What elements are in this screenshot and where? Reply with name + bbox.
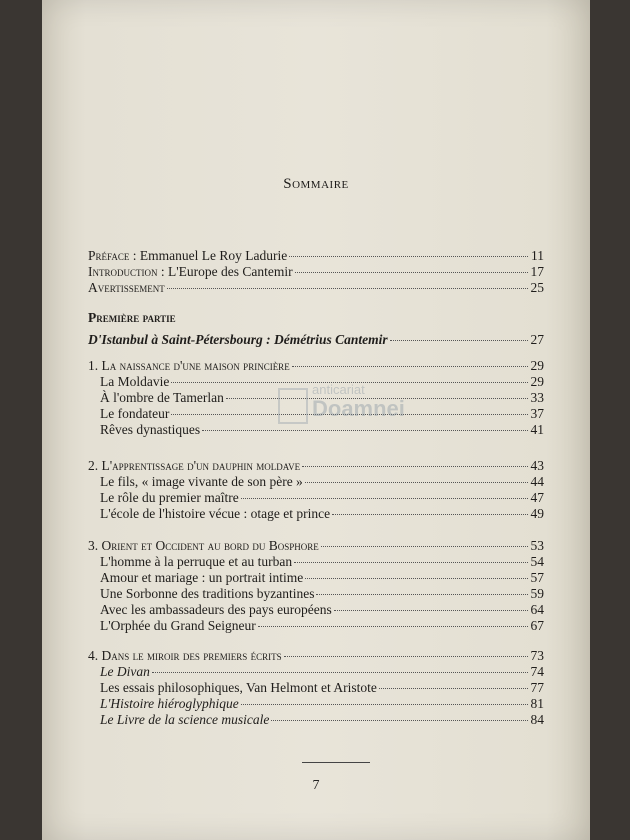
toc-subentry: Rêves dynastiques 41 xyxy=(100,422,544,437)
book-page xyxy=(42,0,590,840)
toc-subentry: Le fils, « image vivante de son père » 44 xyxy=(100,474,544,489)
chapter-title-entry xyxy=(88,358,544,374)
part-heading xyxy=(88,310,544,348)
entry-page: 17 xyxy=(530,264,544,279)
chapter-title-entry xyxy=(88,458,544,474)
entry-page: 43 xyxy=(530,458,544,473)
dot-leader xyxy=(284,656,528,657)
entry-page: 53 xyxy=(530,538,544,553)
entry-label: : L'Europe des Cantemir xyxy=(157,264,293,279)
chapter-title-entry xyxy=(88,648,544,664)
toc-subentry: Le Livre de la science musicale 84 xyxy=(100,712,544,727)
entry-label-sc: Avertissement xyxy=(88,280,165,295)
chapter-title: 3. Orient et Occident au bord du Bosphore xyxy=(88,538,319,553)
entry-page: 27 xyxy=(530,332,544,347)
book-icon xyxy=(278,388,308,424)
toc-subentry: L'école de l'histoire vécue : otage et prince 49 xyxy=(100,506,544,521)
watermark-line2: Doamnei xyxy=(312,396,405,421)
chapter-title: 1. La naissance d'une maison princière xyxy=(88,358,290,373)
front-matter xyxy=(88,248,544,296)
dot-leader xyxy=(295,272,528,273)
part-title: D'Istanbul à Saint-Pétersbourg : Démétrius Cantemir xyxy=(88,332,388,347)
toc-subentry: La Moldavie 29 xyxy=(100,374,544,389)
toc-subentry: Avec les ambassadeurs des pays européens 64 xyxy=(100,602,544,617)
toc-entry xyxy=(88,280,544,296)
entry-label: : Emmanuel Le Roy Ladurie xyxy=(129,248,288,263)
entry-page: 29 xyxy=(530,358,544,373)
toc-subentry: À l'ombre de Tamerlan 33 xyxy=(100,390,544,405)
dot-leader xyxy=(289,256,528,257)
chapter-title-entry xyxy=(88,538,544,554)
toc-subentry: Le fondateur 37 xyxy=(100,406,544,421)
watermark xyxy=(278,378,438,448)
chapter-2 xyxy=(88,458,544,522)
chapter-title: 2. L'apprentissage d'un dauphin moldave xyxy=(88,458,301,473)
dot-leader xyxy=(302,466,528,467)
toc-entry xyxy=(88,264,544,280)
watermark-line1: anticariat xyxy=(312,382,365,397)
entry-page: 11 xyxy=(531,248,544,263)
toc-subentry: Une Sorbonne des traditions byzantines 59 xyxy=(100,586,544,601)
toc-entry xyxy=(88,248,544,264)
dot-leader xyxy=(167,288,528,289)
toc-subentry: Amour et mariage : un portrait intime 57 xyxy=(100,570,544,585)
entry-page: 25 xyxy=(530,280,544,295)
toc-subentry: Le rôle du premier maître 47 xyxy=(100,490,544,505)
entry-label-sc: Introduction xyxy=(88,264,158,279)
chapter-3 xyxy=(88,538,544,634)
chapter-4 xyxy=(88,648,544,728)
dot-leader xyxy=(292,366,528,367)
page-number: 7 xyxy=(312,778,320,793)
toc-subentry: Le Divan 74 xyxy=(100,664,544,679)
divider xyxy=(302,762,370,763)
entry-page: 73 xyxy=(530,648,544,663)
page-title: Sommaire xyxy=(283,176,349,192)
toc-subentry: L'Orphée du Grand Seigneur 67 xyxy=(100,618,544,633)
entry-label-sc: Préface xyxy=(88,248,130,263)
dot-leader xyxy=(390,340,528,341)
dot-leader xyxy=(321,546,528,547)
toc-subentry: L'Histoire hiéroglyphique 81 xyxy=(100,696,544,711)
part-label: Première partie xyxy=(88,310,176,325)
toc-subentry: L'homme à la perruque et au turban 54 xyxy=(100,554,544,569)
chapter-title: 4. Dans le miroir des premiers écrits xyxy=(88,648,282,663)
toc-subentry: Les essais philosophiques, Van Helmont et Aristote 77 xyxy=(100,680,544,695)
part-title-entry xyxy=(88,332,544,348)
